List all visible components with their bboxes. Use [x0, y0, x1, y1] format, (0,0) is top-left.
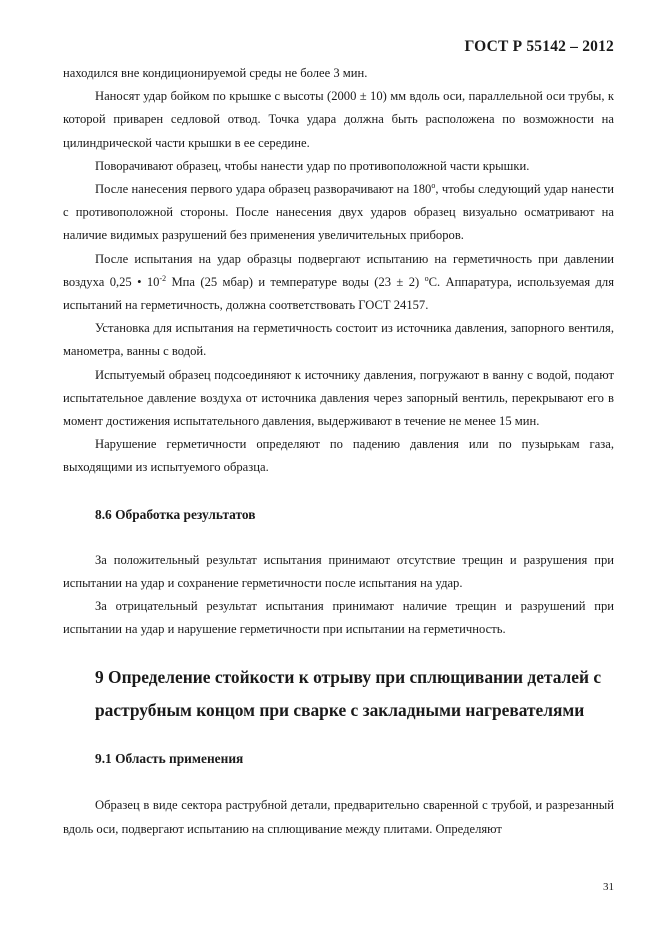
- page-number: 31: [603, 881, 614, 893]
- document-header: ГОСТ Р 55142 – 2012: [464, 38, 614, 55]
- paragraph: Поворачивают образец, чтобы нанести удар по противоположной части крышки.: [95, 158, 530, 173]
- paragraph: После нанесения первого удара образец разворачивают на $180^о$, чтобы следующий удар нанести с противоположной стороны. После нанесения двух ударов образец визуально осматривают на наличие видимых разрушений без применения увеличительных приборов.: [63, 181, 614, 243]
- paragraph: Испытуемый образец подсоединяют к источнику давления, погружают в ванну с водой, подают испытательное давление воздуха от источника давления через запорный вентиль, перекрывают его в момент достижения испытательного давления, выдерживают в течение не менее 15 мин.: [63, 367, 614, 429]
- paragraph: Нарушение герметичности определяют по падению давления или по пузырькам газа, выходящими из испытуемого образца.: [63, 437, 614, 475]
- paragraph: За отрицательный результат испытания принимают наличие трещин и разрушений при испытании на удар и нарушение герметичности при испытании на герметичность.: [63, 599, 614, 637]
- exponent-superscript: -2: [159, 273, 167, 283]
- paragraph: находился вне кондиционируемой среды не более 3 мин.: [63, 66, 368, 80]
- paragraph: Наносят удар бойком по крышке с высоты (2000 ± 10) мм вдоль оси, параллельной оси трубы, к которой приварен седловой отвод. Точка удара должна быть расположена по возможности на цилиндрической части крышки в ее середине.: [63, 89, 614, 150]
- document-body: [63, 62, 614, 841]
- paragraph: Установка для испытания на герметичность состоит из источника давления, запорного вентиля, манометра, ванны с водой.: [63, 321, 614, 359]
- paragraph: Образец в виде сектора раструбной детали, предварительно сваренной с трубой, и разрезанный вдоль оси, подвергают испытанию на сплющивание между плитами. Определяют: [63, 798, 614, 836]
- degree-superscript: о: [424, 273, 429, 283]
- section-heading-9-1: 9.1 Область применения: [95, 751, 244, 767]
- paragraph: За положительный результат испытания принимают отсутствие трещин и разрушения при испытании на удар и сохранение герметичности после испытания на удар.: [63, 552, 614, 590]
- paragraph: После испытания на удар образцы подвергают испытанию на герметичность при давлении воздуха 0,25 • $10^{-2}$ Мпа (25 мбар) и температуре воды (23 ± 2) $^о$С. Аппаратура, используемая для испытаний на герметичность, должна соответствовать ГОСТ 24157.: [63, 251, 614, 313]
- degree-superscript: о: [431, 181, 436, 191]
- section-heading-9: 9 Определение стойкости к отрыву при сплющивании деталей с раструбным концом при сварке с закладными нагревателями: [95, 667, 602, 721]
- section-heading-8-6: 8.6 Обработка результатов: [95, 506, 256, 522]
